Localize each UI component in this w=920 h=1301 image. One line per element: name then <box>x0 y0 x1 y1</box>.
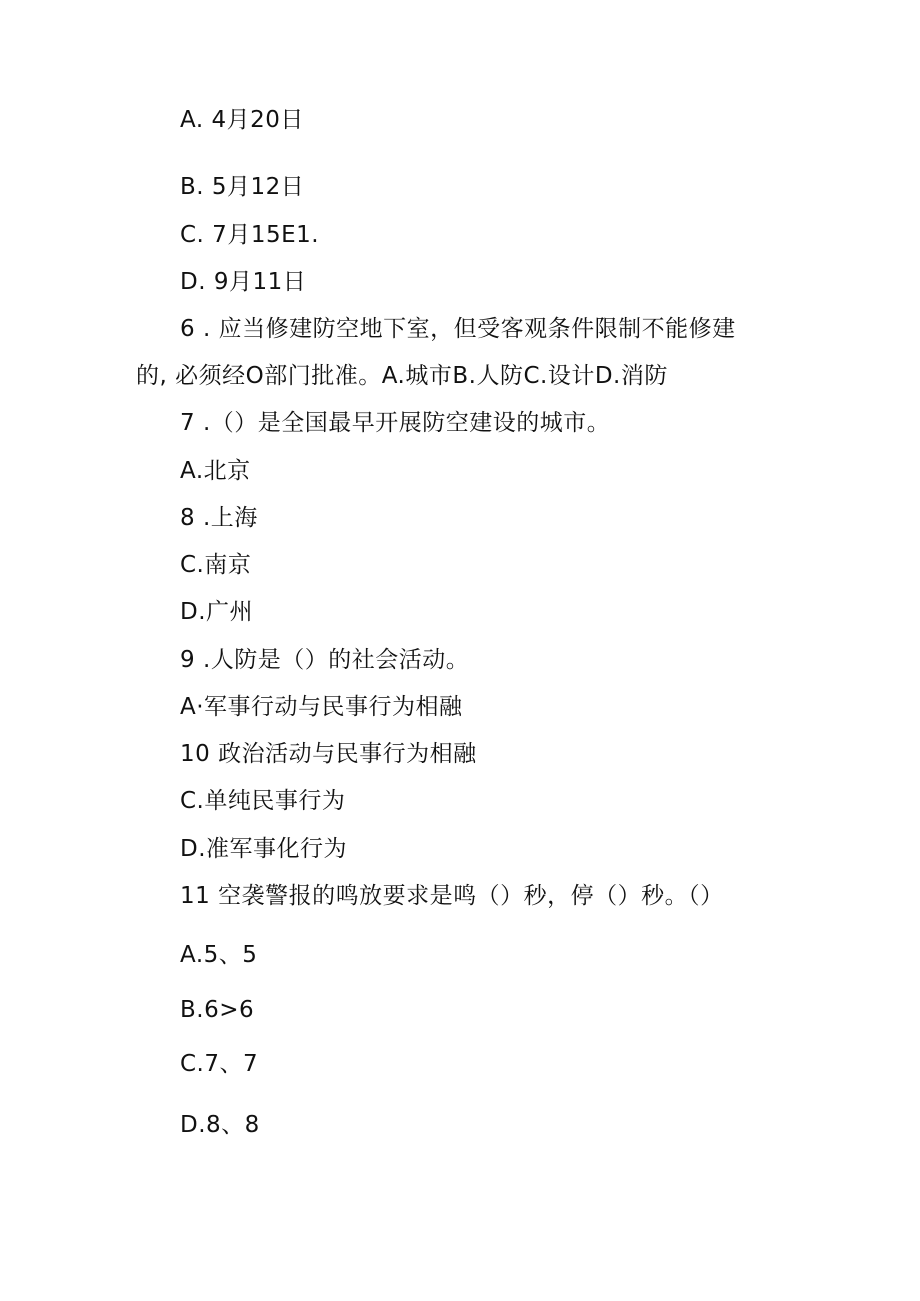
option-d-paramilitary: D.准军事化行为 <box>180 836 348 862</box>
question-9: 9 .人防是（）的社会活动。 <box>180 647 470 673</box>
option-b-6-6: B.6>6 <box>180 997 255 1023</box>
option-c-nanjing: C.南京 <box>180 552 252 578</box>
option-b-political: 10 政治活动与民事行为相融 <box>180 741 477 767</box>
option-c-date: C. 7月15E1. <box>180 222 320 248</box>
option-a-military: A·军事行动与民事行为相融 <box>180 694 463 720</box>
option-c-civil: C.单纯民事行为 <box>180 788 346 814</box>
question-11: 11 空袭警报的鸣放要求是鸣（）秒，停（）秒。（） <box>180 883 724 909</box>
question-6-continuation: 的, 必须经O部门批准。A.城市B.人防C.设计D.消防 <box>136 363 668 389</box>
option-c-7-7: C.7、7 <box>180 1051 259 1077</box>
option-d-8-8: D.8、8 <box>180 1112 260 1138</box>
option-d-date: D. 9月11日 <box>180 269 307 295</box>
option-b-date: B. 5月12日 <box>180 174 305 200</box>
question-7: 7 .（）是全国最早开展防空建设的城市。 <box>180 410 611 436</box>
option-b-shanghai: 8 .上海 <box>180 505 258 531</box>
option-a-date: A. 4月20日 <box>180 107 304 133</box>
option-d-guangzhou: D.广州 <box>180 599 254 625</box>
option-a-beijing: A.北京 <box>180 458 251 484</box>
question-6: 6 . 应当修建防空地下室，但受客观条件限制不能修建 <box>180 316 736 342</box>
option-a-5-5: A.5、5 <box>180 942 258 968</box>
